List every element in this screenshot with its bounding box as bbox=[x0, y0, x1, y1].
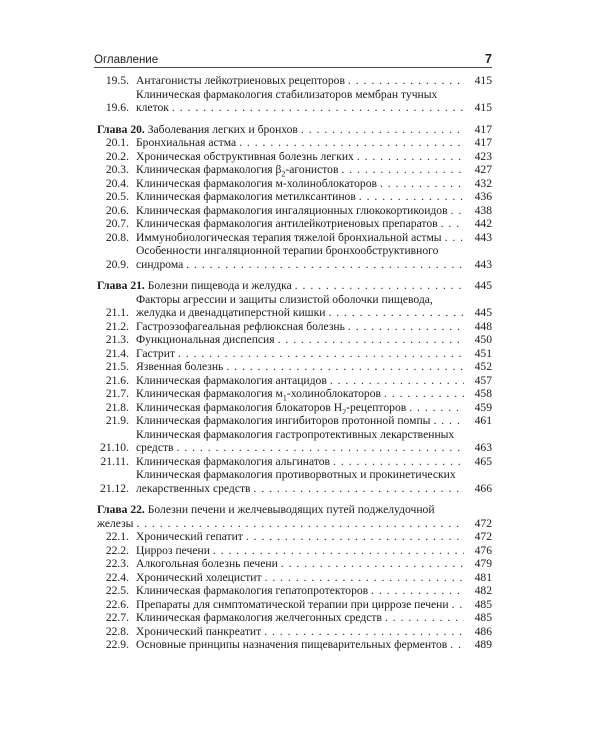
toc-page-number: 415 bbox=[464, 74, 492, 88]
toc-entry-number: 20.7. bbox=[105, 217, 129, 230]
toc-entry-title: Бронхиальная астма . . . bbox=[136, 136, 464, 150]
toc-entry-number: 21.10. bbox=[100, 441, 129, 454]
toc-entry bbox=[97, 544, 492, 558]
toc-page-number: 417 bbox=[464, 123, 492, 137]
toc-entry-title: Клиническая фармакология м-холиноблокаторов . . . bbox=[136, 177, 464, 191]
toc-entry-number: 21.2. bbox=[105, 319, 129, 333]
toc-entry bbox=[97, 177, 492, 191]
running-header bbox=[94, 52, 492, 66]
toc-page-number: 482 bbox=[464, 584, 492, 598]
toc-page-number: 423 bbox=[464, 150, 492, 164]
toc-page-number: 461 bbox=[464, 414, 492, 428]
toc-entry-number: 21.1. bbox=[105, 306, 129, 319]
toc-page-number: 445 bbox=[464, 279, 492, 293]
toc-entry-title: Гастрит . . . bbox=[136, 347, 464, 361]
toc-entry-title: Клиническая фармакология гепатопротекторов . . . bbox=[136, 584, 464, 598]
toc-entry-number: 21.7. bbox=[105, 387, 129, 400]
toc-entry bbox=[97, 320, 492, 334]
toc-entry-number: 19.6. bbox=[105, 101, 129, 114]
toc-chapter bbox=[97, 123, 492, 137]
toc-entry-title: Клиническая фармакология блокаторов $Н_2$-рецепторов . . . bbox=[136, 401, 464, 415]
toc-entry-title: Глава 22. Болезни печени и желчевыводящих путей поджелудочной железы . . . bbox=[97, 503, 464, 530]
toc-page-number: 457 bbox=[464, 374, 492, 388]
toc-entry-number: 21.12. bbox=[100, 481, 129, 495]
toc-entry bbox=[97, 333, 492, 347]
toc-entry-title: Клиническая фармакология гастропротективных лекарственных средств . . . bbox=[136, 428, 464, 455]
toc-entry bbox=[97, 414, 492, 428]
toc-entry-number: 20.8. bbox=[105, 230, 129, 244]
chapter-label: Глава 21. bbox=[97, 279, 145, 292]
toc-entry bbox=[97, 204, 492, 218]
toc-entry bbox=[97, 401, 492, 415]
toc-entry-number: 22.9. bbox=[105, 638, 129, 651]
toc-page-number: 481 bbox=[464, 571, 492, 585]
toc-entry-number: 22.8. bbox=[105, 624, 129, 638]
toc-entry bbox=[97, 638, 492, 652]
chapter-label: Глава 22. bbox=[97, 503, 145, 516]
toc-entry-number: 20.2. bbox=[105, 149, 129, 163]
toc-entry-number: 22.3. bbox=[105, 557, 129, 570]
toc-chapter bbox=[97, 279, 492, 293]
toc-entry-number: 20.4. bbox=[105, 176, 129, 190]
toc-page-number: 436 bbox=[464, 190, 492, 204]
toc-entry bbox=[97, 88, 492, 115]
toc-entry-title: Язвенная болезнь . . . bbox=[136, 360, 464, 374]
toc-page-number: 463 bbox=[464, 441, 492, 455]
toc-entry-number: 21.8. bbox=[105, 400, 129, 414]
toc-entry-title: Особенности ингаляционной терапии бронхообструктивного синдрома . . . bbox=[136, 244, 464, 271]
toc-entry-number: 19.5. bbox=[105, 74, 129, 87]
toc-page-number: 459 bbox=[464, 401, 492, 415]
toc-entry-number: 21.3. bbox=[105, 333, 129, 346]
toc-entry-title: Функциональная диспепсия . . . bbox=[136, 333, 464, 347]
table-of-contents bbox=[97, 74, 492, 652]
header-rule bbox=[94, 67, 492, 68]
toc-page-number: 432 bbox=[464, 177, 492, 191]
toc-entry bbox=[97, 163, 492, 177]
toc-entry-title: Алкогольная болезнь печени . . . bbox=[136, 557, 464, 571]
toc-entry-number: 20.6. bbox=[105, 203, 129, 217]
toc-entry bbox=[97, 557, 492, 571]
toc-entry bbox=[97, 217, 492, 231]
toc-page-number: 443 bbox=[464, 231, 492, 245]
toc-entry bbox=[97, 468, 492, 495]
toc-page-number: 486 bbox=[464, 625, 492, 639]
toc-entry bbox=[97, 190, 492, 204]
toc-entry bbox=[97, 387, 492, 401]
toc-entry-title: Клиническая фармакология антацидов . . . bbox=[136, 374, 464, 388]
toc-entry-title: Хронический гепатит . . . bbox=[136, 530, 464, 544]
toc-page-number: 466 bbox=[464, 482, 492, 496]
toc-entry-number: 20.3. bbox=[105, 163, 129, 176]
toc-page-number: 489 bbox=[464, 638, 492, 652]
toc-entry-number: 21.6. bbox=[105, 373, 129, 387]
toc-page-number: 450 bbox=[464, 333, 492, 347]
toc-entry bbox=[97, 571, 492, 585]
toc-page-number: 472 bbox=[464, 517, 492, 531]
toc-entry-number: 20.1. bbox=[105, 136, 129, 149]
toc-page-number: 415 bbox=[464, 101, 492, 115]
toc-entry bbox=[97, 598, 492, 612]
toc-entry-title: Гастроэзофагеальная рефлюксная болезнь . . . bbox=[136, 320, 464, 334]
toc-page-number: 417 bbox=[464, 136, 492, 150]
toc-entry-title: Глава 21. Болезни пищевода и желудка . . . bbox=[97, 279, 464, 293]
toc-entry bbox=[97, 584, 492, 598]
toc-entry-title: Хроническая обструктивная болезнь легких . . . bbox=[136, 150, 464, 164]
toc-entry-title: Глава 20. Заболевания легких и бронхов . . . bbox=[97, 123, 464, 137]
toc-entry-number: 22.4. bbox=[105, 570, 129, 584]
toc-entry-number: 21.5. bbox=[105, 360, 129, 373]
toc-page-number: 442 bbox=[464, 217, 492, 231]
toc-entry bbox=[97, 347, 492, 361]
toc-page-number: 472 bbox=[464, 530, 492, 544]
toc-entry bbox=[97, 455, 492, 469]
toc-entry-title: Клиническая фармакология стабилизаторов мембран тучных клеток . . . bbox=[136, 88, 464, 115]
toc-page-number: 438 bbox=[464, 204, 492, 218]
toc-entry-number: 21.4. bbox=[105, 346, 129, 360]
toc-entry bbox=[97, 293, 492, 320]
toc-entry-title: Хронический холецистит . . . bbox=[136, 571, 464, 585]
toc-entry-title: Клиническая фармакология альгинатов . . . bbox=[136, 455, 464, 469]
toc-page-number: 465 bbox=[464, 455, 492, 469]
toc-page-number: 452 bbox=[464, 360, 492, 374]
toc-page-number: 445 bbox=[464, 306, 492, 320]
toc-entry-number: 22.6. bbox=[105, 597, 129, 611]
toc-page-number: 476 bbox=[464, 544, 492, 558]
toc-entry-title: Иммунобиологическая терапия тяжелой бронхиальной астмы . . . bbox=[136, 231, 464, 245]
toc-entry-title: Цирроз печени . . . bbox=[136, 544, 464, 558]
toc-entry bbox=[97, 428, 492, 455]
chapter-label: Глава 20. bbox=[97, 122, 145, 136]
toc-entry bbox=[97, 231, 492, 245]
toc-entry bbox=[97, 374, 492, 388]
toc-entry bbox=[97, 625, 492, 639]
toc-entry-title: Основные принципы назначения пищеварительных ферментов . . . bbox=[136, 638, 464, 652]
toc-page-number: 485 bbox=[464, 598, 492, 612]
toc-page-number: 458 bbox=[464, 387, 492, 401]
toc-page-number: 448 bbox=[464, 320, 492, 334]
toc-entry-title: Хронический панкреатит . . . bbox=[136, 625, 464, 639]
toc-entry bbox=[97, 530, 492, 544]
page-number: 7 bbox=[485, 52, 492, 66]
toc-entry bbox=[97, 360, 492, 374]
toc-entry-title: Клиническая фармакология противорвотных и прокинетических лекарственных средств . . . bbox=[136, 468, 464, 495]
toc-entry-number: 22.7. bbox=[105, 611, 129, 624]
toc-entry-title: Клиническая фармакология ингаляционных глюкокортикоидов . . . bbox=[136, 204, 464, 218]
toc-entry-title: Клиническая фармакология антилейкотриеновых препаратов . . . bbox=[136, 217, 464, 231]
toc-entry-title: Клиническая фармакология $\beta_2$-агонистов . . . bbox=[136, 163, 464, 177]
toc-entry bbox=[97, 74, 492, 88]
toc-entry-title: Клиническая фармакология $м_1$-холиноблокаторов . . . bbox=[136, 387, 464, 401]
toc-page-number: 479 bbox=[464, 557, 492, 571]
toc-entry-number: 21.9. bbox=[105, 414, 129, 427]
toc-entry-title: Клиническая фармакология метилксантинов . . . bbox=[136, 190, 464, 204]
toc-entry-number: 22.5. bbox=[105, 584, 129, 597]
toc-entry bbox=[97, 136, 492, 150]
toc-entry bbox=[97, 244, 492, 271]
toc-entry-title: Факторы агрессии и защиты слизистой оболочки пищевода, желудка и двенадцатиперстной кишки . . . bbox=[136, 293, 464, 320]
toc-entry-title: Клиническая фармакология желчегонных средств . . . bbox=[136, 611, 464, 625]
section-title: Оглавление bbox=[94, 54, 159, 66]
toc-entry-title: Клиническая фармакология ингибиторов протонной помпы . . . bbox=[136, 414, 464, 428]
toc-entry bbox=[97, 150, 492, 164]
toc-entry-title: Препараты для симптоматической терапии при циррозе печени . . . bbox=[136, 598, 464, 612]
toc-page-number: 443 bbox=[464, 258, 492, 272]
toc-entry-number: 22.2. bbox=[105, 543, 129, 557]
toc-entry-number: 20.5. bbox=[105, 190, 129, 203]
toc-entry-number: 21.11. bbox=[100, 454, 129, 468]
toc-page-number: 451 bbox=[464, 347, 492, 361]
toc-chapter bbox=[97, 503, 492, 530]
toc-entry-title: Антагонисты лейкотриеновых рецепторов . . . bbox=[136, 74, 464, 88]
toc-page-number: 427 bbox=[464, 163, 492, 177]
toc-entry-number: 22.1. bbox=[105, 530, 129, 543]
toc-page-number: 485 bbox=[464, 611, 492, 625]
toc-entry-number: 20.9. bbox=[105, 257, 129, 271]
toc-entry bbox=[97, 611, 492, 625]
